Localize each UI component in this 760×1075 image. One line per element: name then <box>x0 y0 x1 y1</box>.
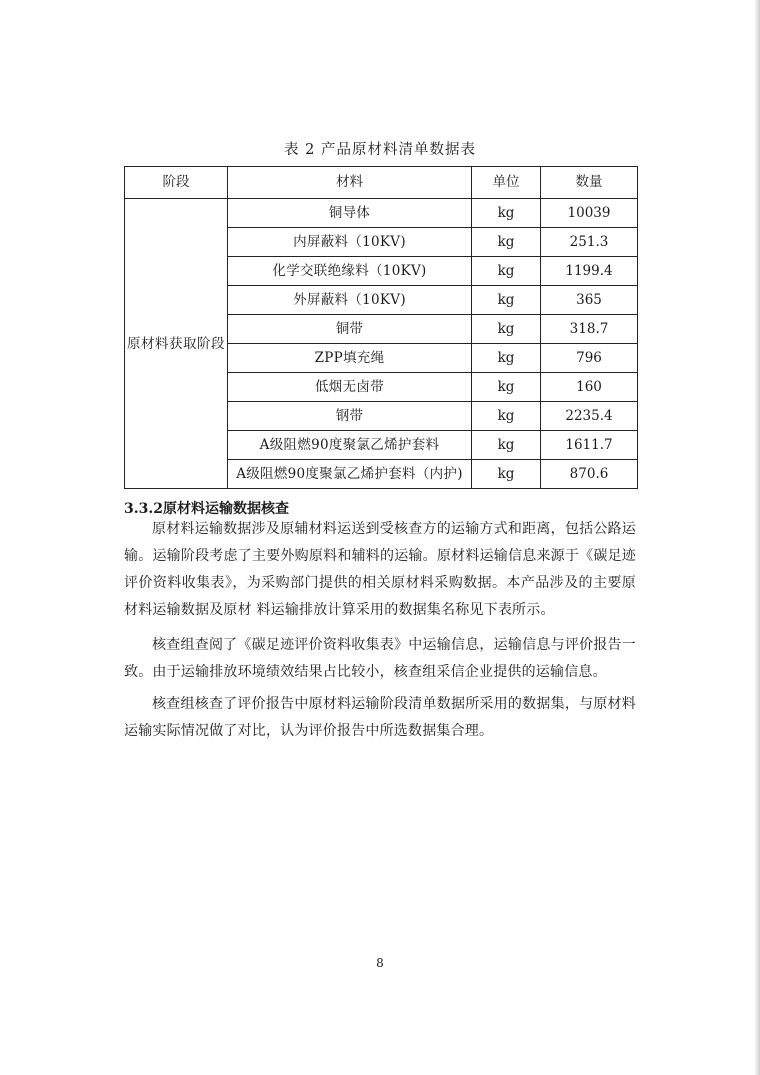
table-row <box>125 199 638 228</box>
page-number: 8 <box>376 956 384 970</box>
table-caption: 表 2 产品原材料清单数据表 <box>284 142 476 158</box>
quantity-cell: 870.6 <box>541 460 638 489</box>
quantity-cell: 318.7 <box>541 315 638 344</box>
material-cell: A级阻燃90度聚氯乙烯护套料（内护) <box>228 460 472 489</box>
unit-cell: kg <box>472 431 541 460</box>
body-paragraph: 核查组查阅了《碳足迹评价资料收集表》中运输信息，运输信息与评价报告一致。由于运输排放环境绩效结果占比较小，核查组采信企业提供的运输信息。 <box>124 637 636 680</box>
unit-cell: kg <box>472 315 541 344</box>
header-unit: 单位 <box>472 167 541 199</box>
unit-cell: kg <box>472 460 541 489</box>
quantity-cell: 796 <box>541 344 638 373</box>
unit-cell: kg <box>472 286 541 315</box>
material-cell: 化学交联绝缘料（10KV) <box>228 257 472 286</box>
quantity-cell: 1611.7 <box>541 431 638 460</box>
material-cell: 低烟无卤带 <box>228 373 472 402</box>
unit-cell: kg <box>472 228 541 257</box>
page-edge-shadow <box>754 0 760 1075</box>
material-cell: 铜导体 <box>228 199 472 228</box>
material-cell: ZPP填充绳 <box>228 344 472 373</box>
unit-cell: kg <box>472 402 541 431</box>
table-header-row <box>125 167 638 199</box>
quantity-cell: 1199.4 <box>541 257 638 286</box>
materials-table <box>124 166 638 489</box>
section-heading: 3.3.2原材料运输数据核查 <box>124 501 289 517</box>
header-quantity: 数量 <box>541 167 638 199</box>
material-cell: 钢带 <box>228 402 472 431</box>
body-paragraph: 原材料运输数据涉及原辅材料运送到受核查方的运输方式和距离，包括公路运输。运输阶段考虑了主要外购原料和辅料的运输。原材料运输信息来源于《碳足迹评价资料收集表》，为采购部门提供的相关原材料采购数据。本产品涉及的主要原材料运输数据及原材 料运输排放计算采用的数据集名称见下表所示。 <box>124 521 636 618</box>
unit-cell: kg <box>472 373 541 402</box>
material-cell: 外屏蔽料（10KV) <box>228 286 472 315</box>
quantity-cell: 2235.4 <box>541 402 638 431</box>
quantity-cell: 10039 <box>541 199 638 228</box>
quantity-cell: 365 <box>541 286 638 315</box>
unit-cell: kg <box>472 257 541 286</box>
material-cell: 铜带 <box>228 315 472 344</box>
stage-cell: 原材料获取阶段 <box>125 199 228 489</box>
unit-cell: kg <box>472 344 541 373</box>
material-cell: A级阻燃90度聚氯乙烯护套料 <box>228 431 472 460</box>
header-material: 材料 <box>228 167 472 199</box>
quantity-cell: 251.3 <box>541 228 638 257</box>
quantity-cell: 160 <box>541 373 638 402</box>
header-stage: 阶段 <box>125 167 228 199</box>
material-cell: 内屏蔽料（10KV) <box>228 228 472 257</box>
unit-cell: kg <box>472 199 541 228</box>
body-paragraph: 核查组核查了评价报告中原材料运输阶段清单数据所采用的数据集，与原材料运输实际情况做了对比，认为评价报告中所选数据集合理。 <box>124 696 636 739</box>
